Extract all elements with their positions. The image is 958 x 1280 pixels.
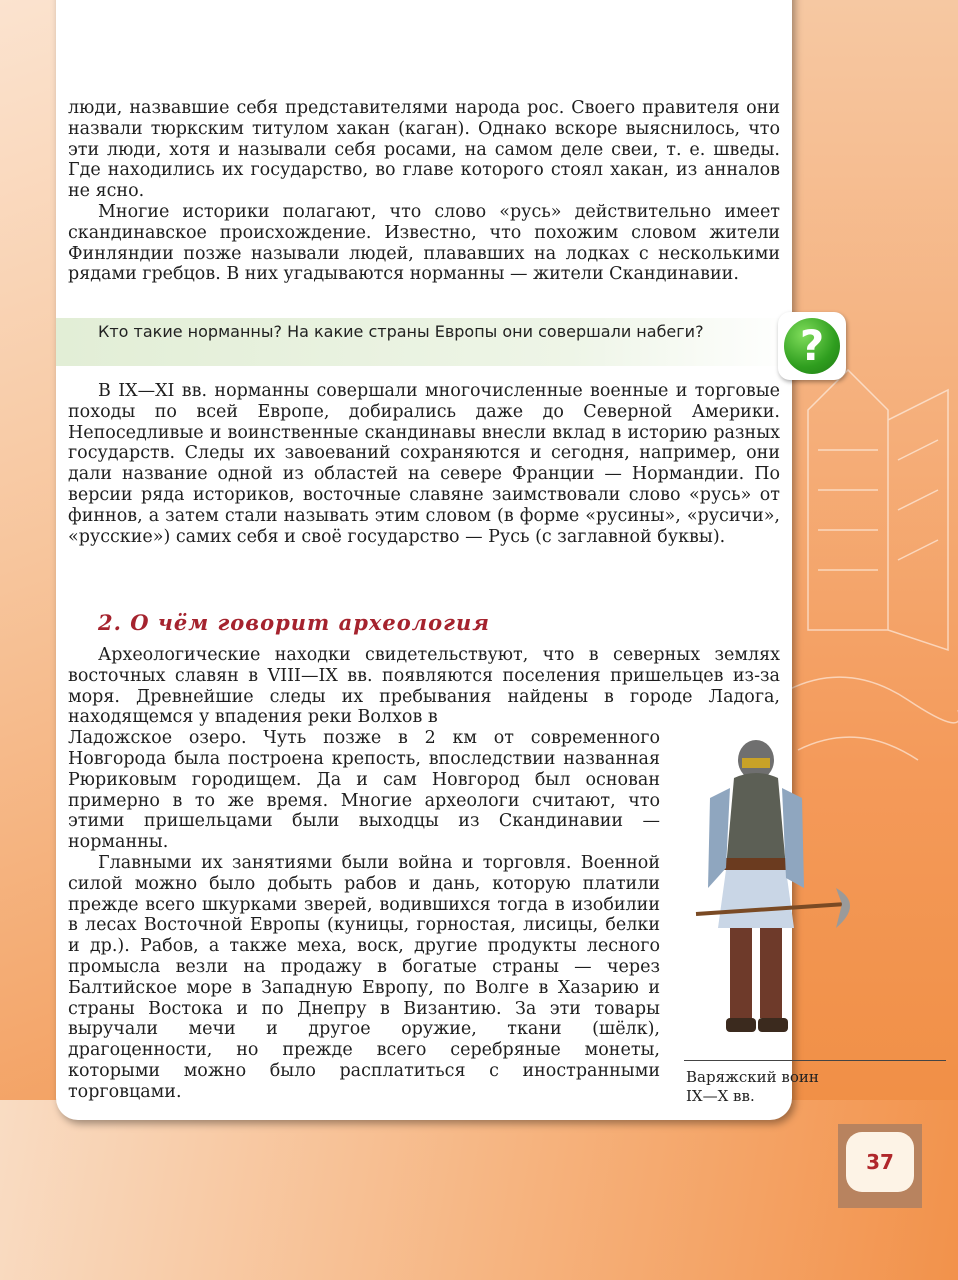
caption-line: Варяжский воин [686,1068,819,1086]
question-mark-icon: ? [784,318,840,374]
paragraph: Многие историки полагают, что слово «русь» действительно имеет скандинавское происхождение. Известно, что похожим словом жители Финляндии позже называли людей, плававших на лодках с несколькими рядами гребцов. В них угадываются норманны — жители Скандинавии. [68,201,780,285]
caption-line: IX—X вв. [686,1087,755,1105]
paragraph: В IX—XI вв. норманны совершали многочисленные военные и торговые походы по всей Европе, добирались даже до Северной Америки. Непоседливые и воинственные скандинавы внесли вклад в историю разных государств. Следы их завоеваний сохраняются и сегодня, например, они дали название одной из областей на севере Франции — Нормандии. По версии ряда историков, восточные славяне заимствовали слово «русь» от финнов, а затем стали называть этим словом (в форме «русины», «русичи», «русские») самих себя и своё государство — Русь (с заглавной буквы). [68,381,780,547]
question-text: Кто такие норманны? На какие страны Европы они совершали набеги? [98,322,704,341]
paragraph: люди, назвавшие себя представителями народа рос. Своего правителя они назвали тюркским титулом хакан (каган). Однако вскоре выяснилось, что эти люди, хотя и называли себя росами, на самом деле свеи, т. е. шведы. Где находились их государство, во главе которого стоял хакан, из анналов не ясно. [68,98,780,202]
fortress-sketch-illustration [788,330,958,790]
page-number: 37 [846,1132,914,1192]
normans-text [68,381,780,547]
question-badge [778,312,846,380]
paragraph: Ладожское озеро. Чуть позже в 2 км от современного Новгорода была построена крепость, впоследствии названная Рюриковым городищем. Да и сам Новгород был основан примерно в то же время. Многие археологи считают, что этими пришельцами были выходцы из Скандинавии — норманны. [68,728,660,853]
archaeology-text [68,645,780,1103]
caption-divider [684,1060,946,1061]
paragraph: Археологические находки свидетельствуют, что в северных землях восточных славян в VIII—IX вв. появляются поселения пришельцев из-за моря. Древнейшие следы их пребывания найдены в городе Ладога, находящемся у впадения реки Волхов в [68,645,780,728]
varangian-warrior-illustration [686,738,866,1048]
figure-caption [686,1068,886,1106]
background-bottom-band [0,1100,958,1280]
paragraph: Главными их занятиями были война и торговля. Военной силой можно было добыть рабов и дань, которую платили прежде всего шкурками зверей, водившихся тогда в изобилии в лесах Восточной Европы (куницы, горностая, лисицы, белки и др.). Рабов, а также меха, воск, другие продукты лесного промысла везли на продажу в богатые страны — через Балтийское море в Западную Европу, по Волге в Хазарию и страны Востока и по Днепру в Византию. За эти товары выручали мечи и другое оружие, ткани (шёлк), драгоценности, но прежде всего серебряные монеты, которыми можно было расплатиться с иностранными торговцами. [68,852,660,1102]
intro-text [68,98,780,285]
section-heading: 2. О чём говорит археология [98,610,490,635]
